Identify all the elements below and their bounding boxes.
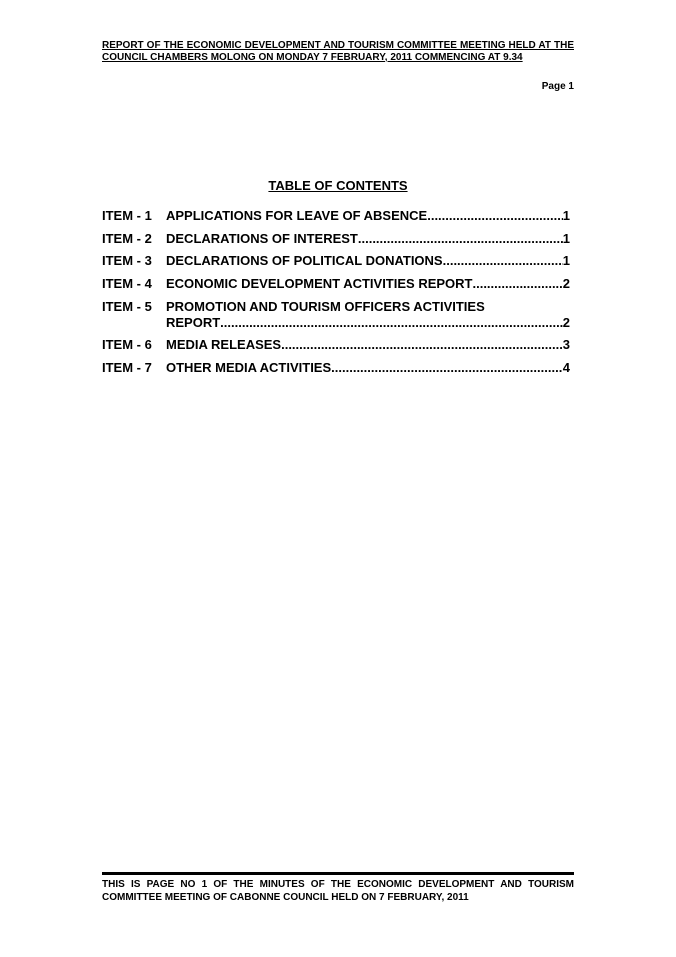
toc-item-number: ITEM - 6 (102, 337, 152, 353)
dot-leader (331, 360, 563, 376)
toc-item-5[interactable] (102, 299, 570, 331)
dot-leader (427, 208, 563, 224)
dot-leader (220, 315, 563, 331)
toc-item-4[interactable] (102, 276, 570, 292)
toc-item-number: ITEM - 2 (102, 230, 152, 246)
toc-item-number: ITEM - 7 (102, 360, 152, 376)
toc-item-7[interactable] (102, 360, 570, 376)
toc-item-2[interactable] (102, 231, 570, 247)
toc-item-title: DECLARATIONS OF POLITICAL DONATIONS (166, 253, 443, 269)
toc-title: TABLE OF CONTENTS (268, 178, 408, 193)
toc-item-title: DECLARATIONS OF INTEREST (166, 230, 358, 246)
toc-item-title: ECONOMIC DEVELOPMENT ACTIVITIES REPORT (166, 276, 473, 292)
dot-leader (281, 337, 563, 353)
toc-item-page: 1 (562, 208, 570, 223)
toc-item-number: ITEM - 5 (102, 298, 152, 314)
toc-item-title-continued: REPORT (166, 314, 221, 330)
toc-item-number: ITEM - 4 (102, 276, 152, 292)
toc-item-1[interactable] (102, 208, 570, 224)
toc-item-page: 2 (562, 314, 570, 330)
table-of-contents (102, 208, 570, 383)
toc-item-title: MEDIA RELEASES (166, 337, 282, 353)
page-footer: THIS IS PAGE NO 1 OF THE MINUTES OF THE ECONOMIC DEVELOPMENT AND TOURISM COMMITTEE MEETING OF CABONNE COUNCIL HELD ON 7 FEBRUARY, 2011 (102, 879, 574, 903)
toc-item-number: ITEM - 1 (102, 208, 152, 223)
toc-item-page: 1 (562, 230, 570, 246)
toc-item-page: 2 (562, 276, 570, 292)
dot-leader (443, 253, 563, 269)
dot-leader (358, 231, 563, 247)
dot-leader (472, 276, 562, 292)
toc-item-title: APPLICATIONS FOR LEAVE OF ABSENCE (166, 208, 428, 223)
toc-item-page: 4 (562, 360, 570, 376)
toc-item-3[interactable] (102, 253, 570, 269)
toc-item-page: 1 (562, 253, 570, 269)
toc-item-page: 3 (562, 337, 570, 353)
toc-item-number: ITEM - 3 (102, 253, 152, 269)
page-number: Page 1 (541, 81, 574, 92)
toc-item-title: PROMOTION AND TOURISM OFFICERS ACTIVITIES (166, 298, 485, 314)
page-header (102, 40, 574, 63)
header-title: REPORT OF THE ECONOMIC DEVELOPMENT AND TOURISM COMMITTEE MEETING HELD AT THE COUNCIL CHAMBERS MOLONG ON MONDAY 7 FEBRUARY, 2011 COMMENCING AT 9.34 (102, 40, 574, 63)
toc-item-title: OTHER MEDIA ACTIVITIES (166, 360, 332, 376)
toc-item-6[interactable] (102, 337, 570, 353)
footer-rule (102, 872, 574, 875)
